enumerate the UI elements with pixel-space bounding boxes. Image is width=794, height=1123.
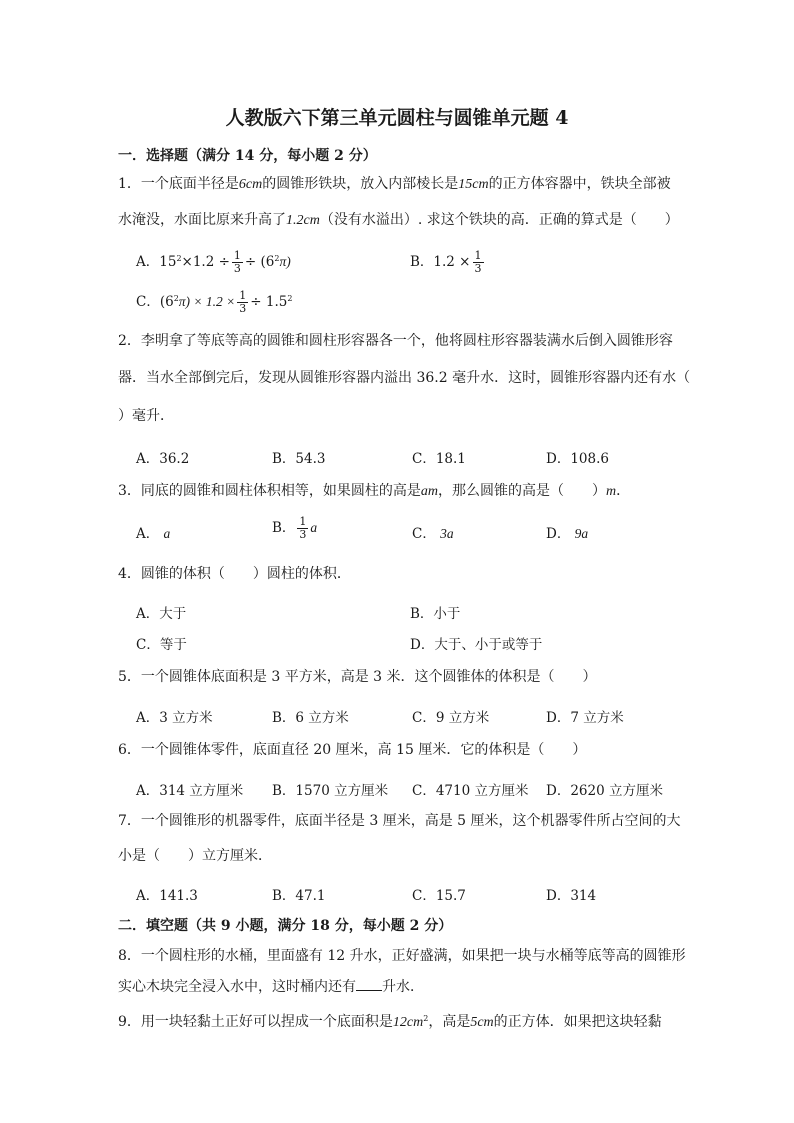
- q7-option-b[interactable]: B．47.1: [272, 888, 326, 904]
- answer-blank[interactable]: [356, 978, 382, 991]
- q5-option-c[interactable]: C．9 立方米: [412, 710, 490, 726]
- q1-option-c[interactable]: [136, 290, 292, 315]
- formula-part: π) × 1.2 ×: [178, 294, 236, 309]
- q9-area: 12cm: [392, 1015, 424, 1030]
- q5-option-b[interactable]: B．6 立方米: [272, 710, 349, 726]
- option-label: C．: [136, 294, 160, 310]
- formula-part: 1.2 ×: [433, 254, 471, 270]
- numerator: 1: [299, 515, 307, 528]
- denominator: 3: [474, 262, 482, 275]
- option-value: 9a: [574, 526, 589, 541]
- q2-option-c[interactable]: C．18.1: [412, 451, 466, 467]
- numerator: 1: [474, 249, 482, 262]
- q3-option-a[interactable]: [136, 522, 170, 542]
- q4-option-a[interactable]: A．大于: [136, 606, 187, 622]
- option-label: A．: [136, 254, 160, 270]
- option-label: B．: [272, 520, 296, 536]
- fraction: [237, 290, 248, 315]
- formula-part: (6: [159, 294, 174, 310]
- q3-option-b[interactable]: [272, 516, 317, 541]
- numerator: 1: [239, 289, 247, 302]
- question-6-line-1: 6．一个圆锥体零件，底面直径 20 厘米，高 15 厘米．它的体积是（ ）: [118, 742, 587, 758]
- formula-part: π): [279, 254, 291, 269]
- question-2-line-2: 器．当水全部倒完后，发现从圆锥形容器内溢出 36.2 毫升水．这时，圆锥形容器内还有水（: [118, 370, 691, 386]
- q7-option-a[interactable]: A．141.3: [136, 888, 198, 904]
- q3-option-c[interactable]: [412, 522, 454, 542]
- q5-option-d[interactable]: D．7 立方米: [546, 710, 624, 726]
- q1-text: （没有水溢出）. 求这个铁块的高．正确的算式是（ ）: [319, 212, 679, 228]
- question-3-line-1: [118, 481, 630, 502]
- q1-edge: 15cm: [458, 177, 489, 192]
- q9-text: 9．用一块轻黏土正好可以捏成一个底面积是: [118, 1014, 393, 1030]
- question-2-line-1: 2．李明拿了等底等高的圆锥和圆柱形容器各一个，他将圆柱形容器装满水后倒入圆锥形容: [118, 333, 673, 349]
- question-7-line-1: 7．一个圆锥形的机器零件，底面半径是 3 厘米，高是 5 厘米，这个机器零件所占空间的大: [118, 813, 681, 829]
- formula-part: ÷ 1.5: [250, 294, 288, 310]
- q6-option-b[interactable]: B．1570 立方厘米: [272, 783, 389, 799]
- question-1-line-1: [118, 174, 671, 195]
- q3-option-d[interactable]: [546, 522, 588, 542]
- q6-option-d[interactable]: D．2620 立方厘米: [546, 783, 663, 799]
- option-value: a: [310, 520, 318, 535]
- q1-text: 的正方体容器中，铁块全部被: [488, 176, 671, 192]
- q3-text: 3．同底的圆锥和圆柱体积相等，如果圆柱的高是: [118, 483, 421, 499]
- section-heading-choice: 一．选择题（满分 14 分，每小题 2 分）: [118, 148, 377, 164]
- option-label: B．: [410, 254, 434, 270]
- option-label: A．: [136, 526, 160, 542]
- q6-option-a[interactable]: A．314 立方厘米: [136, 783, 244, 799]
- exponent: 2: [274, 254, 280, 263]
- question-8-line-2: [118, 977, 424, 997]
- section-heading-fill: 二．填空题（共 9 小题，满分 18 分，每小题 2 分）: [118, 918, 453, 934]
- numerator: 1: [233, 249, 241, 262]
- q6-option-c[interactable]: C．4710 立方厘米: [412, 783, 529, 799]
- option-value: 3a: [440, 526, 454, 541]
- formula-part: ×1.2 ÷: [181, 254, 230, 270]
- exponent: 2: [287, 294, 293, 303]
- q8-text: 实心木块完全浸入水中，这时桶内还有: [118, 979, 356, 995]
- question-7-line-2: 小是（ ）立方厘米．: [118, 848, 272, 864]
- question-8-line-1: 8．一个圆柱形的水桶，里面盛有 12 升水，正好盛满，如果把一块与水桶等底等高的圆锥形: [118, 948, 686, 964]
- fraction: [297, 516, 308, 541]
- q1-text: 水淹没，水面比原来升高了: [118, 212, 286, 228]
- q1-option-b[interactable]: [410, 250, 486, 275]
- q4-option-c[interactable]: C．等于: [136, 637, 187, 653]
- exponent: 2: [173, 294, 179, 303]
- q3-height: am: [420, 484, 439, 499]
- fraction: [232, 250, 243, 275]
- q2-option-b[interactable]: B．54.3: [272, 451, 326, 467]
- q9-height: 5cm: [470, 1015, 494, 1030]
- q2-option-d[interactable]: D．108.6: [546, 451, 609, 467]
- question-4-line-1: 4．圆锥的体积（ ）圆柱的体积．: [118, 566, 351, 582]
- q5-option-a[interactable]: A．3 立方米: [136, 710, 213, 726]
- formula-part: ÷ (6: [244, 254, 275, 270]
- question-9-line-1: [118, 1009, 662, 1033]
- exponent: 2: [176, 254, 182, 263]
- q1-rise: 1.2cm: [286, 213, 320, 228]
- page-title: 人教版六下第三单元圆柱与圆锥单元题 4: [225, 107, 569, 129]
- q8-text: 升水．: [382, 979, 424, 995]
- exponent: 2: [423, 1014, 429, 1023]
- q1-text: 1．一个底面半径是: [118, 176, 239, 192]
- formula-part: 15: [159, 254, 177, 270]
- q9-text: 的正方体．如果把这块轻黏: [493, 1014, 662, 1030]
- q7-option-d[interactable]: D．314: [546, 888, 597, 904]
- question-5-line-1: 5．一个圆锥体底面积是 3 平方米，高是 3 米．这个圆锥体的体积是（ ）: [118, 669, 597, 685]
- question-2-line-3: ）毫升．: [118, 408, 174, 424]
- option-label: D．: [546, 526, 571, 542]
- q2-option-a[interactable]: A．36.2: [136, 451, 190, 467]
- question-1-line-2: [118, 210, 679, 231]
- q4-option-b[interactable]: B．小于: [410, 606, 461, 622]
- q7-option-c[interactable]: C．15.7: [412, 888, 466, 904]
- q3-text: ．: [616, 483, 631, 499]
- q3-unit: m: [606, 484, 617, 499]
- denominator: 3: [233, 262, 241, 275]
- denominator: 3: [299, 528, 307, 541]
- q1-option-a[interactable]: [136, 250, 291, 275]
- option-label: C．: [412, 526, 436, 542]
- q1-radius: 6cm: [238, 177, 263, 192]
- q3-text: ，那么圆锥的高是（ ）: [438, 483, 607, 499]
- fraction: [473, 250, 484, 275]
- q4-option-d[interactable]: D．大于、小于或等于: [410, 637, 543, 653]
- q1-text: 的圆锥形铁块，放入内部棱长是: [262, 176, 459, 192]
- q9-text: ，高是: [428, 1014, 471, 1030]
- denominator: 3: [239, 302, 247, 315]
- option-value: a: [163, 526, 171, 541]
